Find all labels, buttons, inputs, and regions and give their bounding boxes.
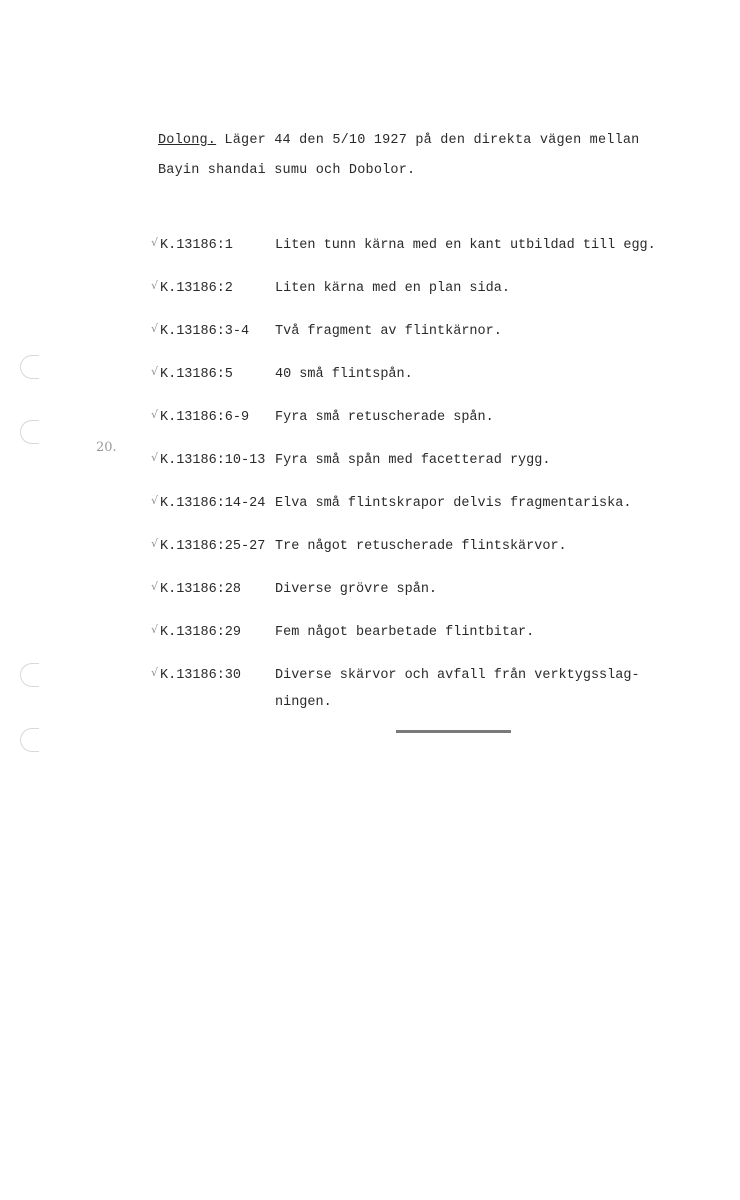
header-line-2: Bayin shandai sumu och Dobolor. bbox=[158, 163, 416, 178]
catalog-number: K.13186:29 bbox=[160, 625, 242, 640]
check-mark-icon: √ bbox=[150, 236, 158, 249]
punch-hole-mark bbox=[20, 728, 39, 752]
catalog-description: Fyra små spån med facetterad rygg. bbox=[275, 453, 551, 468]
catalog-description: Fyra små retuscherade spån. bbox=[275, 410, 494, 425]
check-mark-icon: √ bbox=[150, 666, 158, 679]
end-rule bbox=[396, 730, 511, 733]
catalog-description: Liten kärna med en plan sida. bbox=[275, 281, 510, 296]
catalog-description: Två fragment av flintkärnor. bbox=[275, 324, 502, 339]
check-mark-icon: √ bbox=[150, 580, 158, 593]
catalog-entry bbox=[140, 490, 700, 533]
header-line-1 bbox=[158, 126, 678, 156]
document-header bbox=[158, 126, 678, 186]
catalog-number: K.13186:25-27 bbox=[160, 539, 266, 554]
catalog-number: K.13186:1 bbox=[160, 238, 233, 253]
catalog-number: K.13186:14-24 bbox=[160, 496, 266, 511]
catalog-entry bbox=[140, 533, 700, 576]
catalog-entry bbox=[140, 275, 700, 318]
catalog-entry bbox=[140, 318, 700, 361]
punch-hole-mark bbox=[20, 355, 39, 379]
catalog-description: Diverse skärvor och avfall från verktygsslag-ningen. bbox=[275, 668, 640, 710]
margin-note: 20. bbox=[96, 440, 117, 455]
catalog-entry bbox=[140, 619, 700, 662]
catalog-number: K.13186:3-4 bbox=[160, 324, 250, 339]
catalog-description: Liten tunn kärna med en kant utbildad till egg. bbox=[275, 238, 656, 253]
catalog-entry bbox=[140, 662, 700, 716]
check-mark-icon: √ bbox=[150, 451, 158, 464]
punch-hole-mark bbox=[20, 420, 39, 444]
check-mark-icon: √ bbox=[150, 322, 158, 335]
catalog-number: K.13186:6-9 bbox=[160, 410, 250, 425]
check-mark-icon: √ bbox=[150, 494, 158, 507]
catalog-entry bbox=[140, 404, 700, 447]
catalog-description: Tre något retuscherade flintskärvor. bbox=[275, 539, 567, 554]
catalog-entry bbox=[140, 361, 700, 404]
catalog-entry bbox=[140, 576, 700, 619]
catalog-description: 40 små flintspån. bbox=[275, 367, 413, 382]
catalog-number: K.13186:10-13 bbox=[160, 453, 266, 468]
catalog-entry bbox=[140, 232, 700, 275]
catalog-description: Diverse grövre spån. bbox=[275, 582, 438, 597]
check-mark-icon: √ bbox=[150, 408, 158, 421]
catalog-description: Elva små flintskrapor delvis fragmentariska. bbox=[275, 496, 632, 511]
catalog-number: K.13186:28 bbox=[160, 582, 242, 597]
check-mark-icon: √ bbox=[150, 537, 158, 550]
place-name: Dolong. bbox=[158, 133, 217, 148]
punch-hole-mark bbox=[20, 663, 39, 687]
catalog-number: K.13186:30 bbox=[160, 668, 242, 683]
catalog-number: K.13186:5 bbox=[160, 367, 233, 382]
catalog-list bbox=[140, 232, 700, 716]
check-mark-icon: √ bbox=[150, 623, 158, 636]
check-mark-icon: √ bbox=[150, 365, 158, 378]
check-mark-icon: √ bbox=[150, 279, 158, 292]
catalog-description: Fem något bearbetade flintbitar. bbox=[275, 625, 535, 640]
catalog-number: K.13186:2 bbox=[160, 281, 233, 296]
header-line-1-text: Läger 44 den 5/10 1927 på den direkta vägen mellan bbox=[216, 133, 640, 148]
catalog-entry bbox=[140, 447, 700, 490]
